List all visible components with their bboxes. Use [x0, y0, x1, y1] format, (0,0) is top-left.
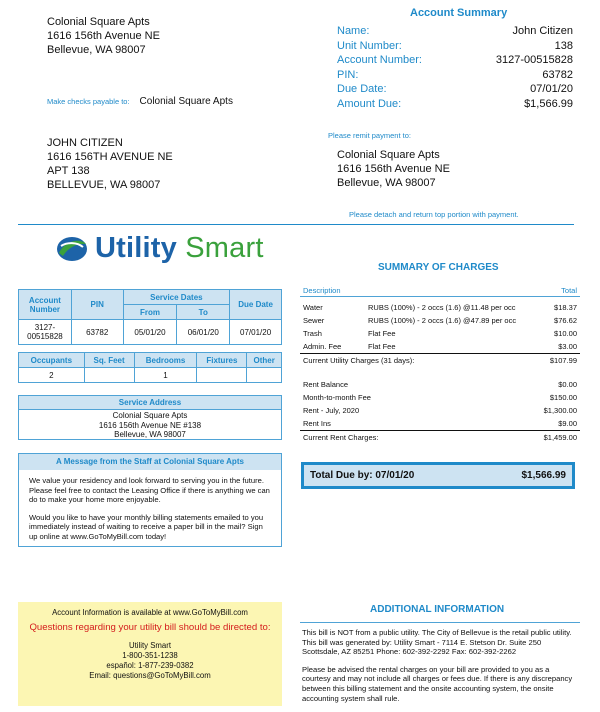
charge-amount: $76.62 — [554, 316, 577, 325]
header-from: From — [123, 305, 177, 320]
charge-amount: $10.00 — [554, 329, 577, 338]
charge-label: Trash — [303, 329, 322, 338]
summary-label: PIN: — [337, 68, 359, 81]
summary-row-due-date — [337, 82, 573, 97]
logo-swirl-icon — [55, 234, 89, 264]
total-due-label: Total Due by: 07/01/20 — [310, 470, 415, 481]
charge-description: RUBS (100%) - 2 occs (1.6) @11.48 per occ — [368, 303, 516, 312]
charge-row-rent-balance — [300, 378, 580, 391]
additional-paragraph: Please be advised the rental charges on your bill are provided to you as a courtesy and may not include all charges or fees due. If there is any discrepancy between this billing statement and the onsite accounting system, the onsite accounting system shall rule. — [302, 664, 573, 703]
utility-smart-logo — [55, 232, 264, 265]
table-row — [19, 368, 282, 383]
header-description: Description — [303, 286, 341, 295]
sender-name: Colonial Square Apts — [47, 16, 150, 28]
charge-label: Admin. Fee — [303, 342, 342, 351]
logo-wordmark — [95, 232, 264, 265]
fixtures-cell — [197, 368, 247, 383]
due-date-cell: 07/01/20 — [230, 320, 282, 345]
recipient-address — [47, 136, 173, 192]
summary-label: Due Date: — [337, 83, 387, 95]
additional-information-body — [302, 628, 580, 711]
service-address-box — [18, 395, 282, 440]
sender-street: 1616 156th Avenue NE — [47, 30, 160, 42]
additional-paragraph: This bill is NOT from a public utility. The City of Bellevue is the retail public utility. This bill was generated by: Utility Smart - 7114 E. Stetson Dr. Suite 250 Scottsdale, AZ 85251 Phone: 602-392-2292 Fax: 602-392-2262 — [302, 628, 572, 657]
message-paragraph: Would you like to have your monthly billing statements emailed to you immediately instead of waiting to receive a paper bill in the mail? Sign up online at www.GoToMyBill.com today! — [29, 512, 264, 541]
summary-label: Account Number: — [337, 54, 422, 66]
charge-description: RUBS (100%) - 2 occs (1.6) @47.89 per occ — [368, 316, 517, 325]
summary-label: Unit Number: — [337, 39, 402, 52]
charge-row-month-to-month-fee — [300, 391, 580, 404]
charge-amount: $9.00 — [558, 419, 577, 428]
subtotal-label: Current Rent Charges: — [303, 433, 379, 442]
recipient-name: JOHN CITIZEN — [47, 137, 123, 149]
service-address-line: 1616 156th Avenue NE #138 — [98, 420, 202, 430]
charge-row-trash — [300, 327, 580, 340]
summary-row-account — [337, 53, 573, 68]
charge-description: Flat Fee — [368, 342, 396, 351]
charge-label: Rent Balance — [303, 380, 349, 389]
charge-label: Rent - July, 2020 — [303, 406, 360, 415]
summary-value: 07/01/20 — [530, 83, 573, 95]
header-total: Total — [561, 286, 577, 295]
account-number-cell: 3127-00515828 — [19, 320, 72, 345]
remit-address — [337, 148, 450, 190]
charge-label: Sewer — [303, 316, 325, 325]
account-info-line: Account Information is available at www.GoToMyBill.com — [52, 608, 248, 617]
utility-subtotal-row — [300, 353, 580, 366]
remit-street: 1616 156th Avenue NE — [337, 163, 450, 175]
message-paragraph: We value your residency and look forward to serving you in the future. Please feel free to contact the Leasing Office if there is anything we can do to make your home more enjoyable. — [29, 476, 270, 504]
summary-row-unit — [337, 39, 573, 54]
summary-label: Name: — [337, 25, 370, 37]
header-bedrooms: Bedrooms — [134, 353, 197, 368]
to-cell: 06/01/20 — [177, 320, 230, 345]
account-summary-title: Account Summary — [410, 7, 508, 19]
subtotal-amount: $107.99 — [549, 356, 577, 365]
summary-value: 3127-00515828 — [495, 54, 573, 66]
header-account-number: Account Number — [19, 290, 72, 320]
staff-message-body — [19, 470, 281, 541]
charge-amount: $0.00 — [558, 380, 577, 389]
summary-value: $1,566.99 — [524, 97, 573, 110]
contact-phone: 1-800-351-1238 — [122, 651, 178, 660]
service-address-line: Colonial Square Apts — [112, 411, 188, 420]
header-sq-feet: Sq. Feet — [84, 353, 134, 368]
contact-email: Email: questions@GoToMyBill.com — [89, 671, 211, 680]
recipient-city: BELLEVUE, WA 98007 — [47, 179, 161, 191]
additional-information-title: ADDITIONAL INFORMATION — [370, 604, 505, 615]
remit-city: Bellevue, WA 98007 — [337, 177, 436, 189]
charge-amount: $3.00 — [558, 342, 577, 351]
recipient-street: 1616 156TH AVENUE NE — [47, 151, 173, 163]
other-cell — [247, 368, 282, 383]
remit-name: Colonial Square Apts — [337, 149, 440, 161]
summary-row-name — [337, 24, 573, 39]
charge-row-admin-fee — [300, 340, 580, 353]
additional-divider — [300, 622, 580, 623]
remit-label: Please remit payment to: — [328, 131, 411, 140]
account-info-box — [18, 602, 282, 706]
service-address-body — [19, 410, 281, 440]
header-service-dates: Service Dates — [123, 290, 230, 305]
logo-word-utility: Utility — [95, 232, 177, 264]
table-row — [19, 320, 282, 345]
total-due-amount: $1,566.99 — [521, 470, 566, 481]
total-due-box — [301, 462, 575, 489]
header-occupants: Occupants — [19, 353, 85, 368]
header-pin: PIN — [71, 290, 123, 320]
logo-word-smart: Smart — [185, 232, 264, 264]
bedrooms-cell: 1 — [134, 368, 197, 383]
charge-row-rent-ins — [300, 417, 580, 430]
detach-note: Please detach and return top portion with payment. — [349, 210, 519, 219]
header-to: To — [177, 305, 230, 320]
service-address-title: Service Address — [19, 396, 281, 410]
unit-table — [18, 352, 282, 383]
charge-description: Flat Fee — [368, 329, 396, 338]
summary-value: John Citizen — [512, 25, 573, 37]
pin-cell: 63782 — [71, 320, 123, 345]
checks-payable — [47, 96, 233, 107]
charge-amount: $1,300.00 — [543, 406, 577, 415]
summary-label: Amount Due: — [337, 97, 402, 110]
contact-company: Utility Smart — [128, 641, 172, 650]
charge-amount: $18.37 — [554, 303, 577, 312]
header-due-date: Due Date — [230, 290, 282, 320]
staff-message-box — [18, 453, 282, 547]
rent-subtotal-row — [300, 430, 580, 443]
charge-row-sewer — [300, 314, 580, 327]
charge-row-rent — [300, 404, 580, 417]
account-summary — [337, 24, 573, 111]
checks-payee: Colonial Square Apts — [139, 96, 233, 107]
service-address-line: Bellevue, WA 98007 — [114, 430, 186, 439]
from-cell: 05/01/20 — [123, 320, 177, 345]
summary-of-charges-title: SUMMARY OF CHARGES — [378, 262, 499, 273]
subtotal-amount: $1,459.00 — [543, 433, 577, 442]
header-fixtures: Fixtures — [197, 353, 247, 368]
charge-row-water — [300, 301, 580, 314]
occupants-cell: 2 — [19, 368, 85, 383]
staff-message-title: A Message from the Staff at Colonial Square Apts — [19, 454, 281, 470]
account-table — [18, 289, 282, 345]
sender-address — [47, 15, 160, 57]
charges-table — [300, 285, 580, 443]
charge-label: Rent Ins — [303, 419, 331, 428]
summary-row-amount-due — [337, 97, 573, 112]
recipient-apt: APT 138 — [47, 165, 90, 177]
subtotal-label: Current Utility Charges (31 days): — [303, 356, 415, 365]
summary-row-pin — [337, 68, 573, 83]
charge-label: Month-to-month Fee — [303, 393, 371, 402]
contact-spanish-phone: español: 1-877-239-0382 — [106, 661, 194, 670]
sq-feet-cell — [84, 368, 134, 383]
summary-value: 63782 — [542, 68, 573, 81]
charges-header — [300, 285, 580, 297]
sender-city: Bellevue, WA 98007 — [47, 44, 146, 56]
checks-label: Make checks payable to: — [47, 97, 130, 106]
questions-heading: Questions regarding your utility bill should be directed to: — [29, 622, 271, 633]
charge-label: Water — [303, 303, 323, 312]
header-other: Other — [247, 353, 282, 368]
charge-amount: $150.00 — [549, 393, 577, 402]
detach-divider — [18, 224, 574, 225]
summary-value: 138 — [554, 39, 573, 52]
